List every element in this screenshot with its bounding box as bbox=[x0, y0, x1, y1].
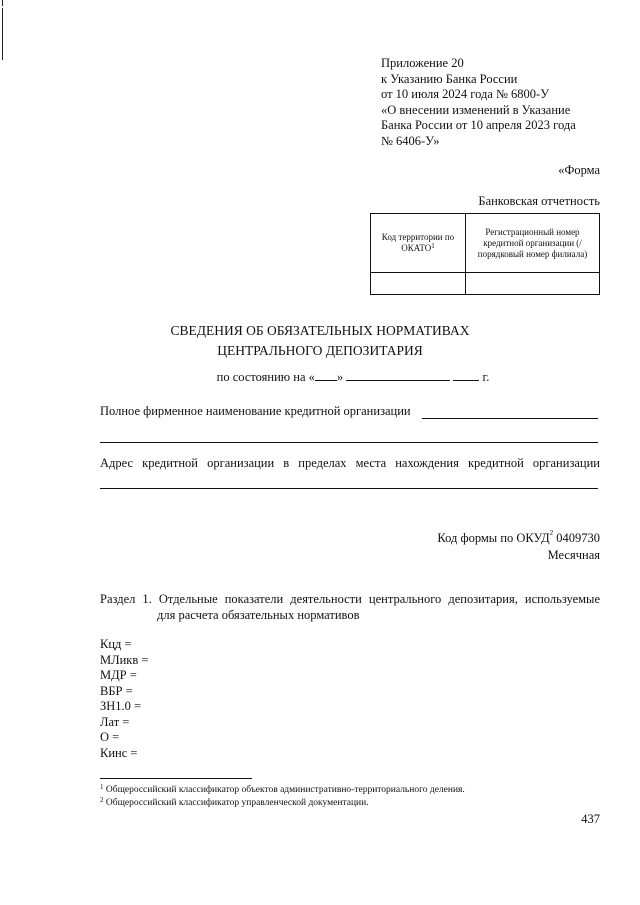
appendix-line: Банка России от 10 апреля 2023 года bbox=[381, 118, 576, 133]
indicator-item: МЛикв = bbox=[100, 652, 149, 667]
scan-edge-mark bbox=[2, 0, 3, 6]
okato-cell[interactable] bbox=[371, 273, 466, 295]
title-line: СВЕДЕНИЯ ОБ ОБЯЗАТЕЛЬНЫХ НОРМАТИВАХ bbox=[170, 323, 470, 338]
name-field-line[interactable] bbox=[422, 418, 598, 419]
section-heading-line: для расчета обязательных нормативов bbox=[157, 608, 360, 622]
codes-table bbox=[370, 213, 600, 295]
name-field-label: Полное фирменное наименование кредитной организации bbox=[100, 404, 411, 418]
scan-edge-mark bbox=[2, 8, 3, 60]
appendix-header bbox=[381, 56, 621, 150]
appendix-line: «О внесении изменений в Указание bbox=[381, 102, 571, 117]
okato-header: Код территории по ОКАТО$^1$ bbox=[371, 214, 466, 273]
appendix-line: Приложение 20 bbox=[381, 56, 464, 70]
report-type: Банковская отчетность bbox=[478, 194, 600, 208]
indicator-item: Кцд = bbox=[100, 637, 132, 651]
year-blank[interactable] bbox=[453, 369, 479, 381]
indicator-item: ЗН1.0 = bbox=[100, 699, 142, 713]
as-of-date: по состоянию на « » г. bbox=[216, 370, 490, 384]
address-field-line[interactable] bbox=[100, 488, 598, 489]
indicator-item: ВБР = bbox=[100, 683, 133, 698]
okud-code: Код формы по ОКУД$^2$ 0409730 Месячная bbox=[437, 529, 600, 562]
footnote: $^2$ Общероссийский классификатор управленческой документации. bbox=[100, 796, 369, 808]
appendix-line: № 6406-У» bbox=[381, 133, 440, 148]
footnote-separator bbox=[100, 778, 252, 779]
document-title bbox=[0, 321, 640, 361]
footnotes bbox=[100, 784, 465, 810]
report-period: Месячная bbox=[547, 548, 600, 562]
indicator-item: МДР = bbox=[100, 668, 137, 682]
section-heading bbox=[100, 591, 600, 623]
indicator-item: Лат = bbox=[100, 714, 130, 729]
indicator-item: О = bbox=[100, 730, 120, 744]
indicator-item: Кинс = bbox=[100, 745, 138, 760]
registration-number-header: Регистрационный номер кредитной организации (/ порядковый номер филиала) bbox=[466, 214, 600, 273]
name-field-line-2[interactable] bbox=[100, 442, 598, 443]
appendix-line: от 10 июля 2024 года № 6800-У bbox=[381, 87, 550, 102]
day-blank[interactable] bbox=[315, 369, 337, 381]
page-number: 437 bbox=[581, 812, 600, 826]
month-blank[interactable] bbox=[346, 369, 450, 381]
address-field-label: Адрес кредитной организации в пределах места нахождения кредитной организации bbox=[100, 456, 600, 470]
title-line: ЦЕНТРАЛЬНОГО ДЕПОЗИТАРИЯ bbox=[217, 343, 423, 358]
section-heading-line: Раздел 1. Отдельные показатели деятельности центрального депозитария, используемые bbox=[100, 592, 600, 606]
footnote: $^1$ Общероссийский классификатор объектов административно-территориального деления. bbox=[100, 783, 465, 795]
registration-number-cell[interactable] bbox=[466, 273, 600, 295]
appendix-line: к Указанию Банка России bbox=[381, 71, 518, 86]
indicator-list bbox=[100, 637, 148, 761]
form-label: «Форма bbox=[558, 163, 600, 177]
